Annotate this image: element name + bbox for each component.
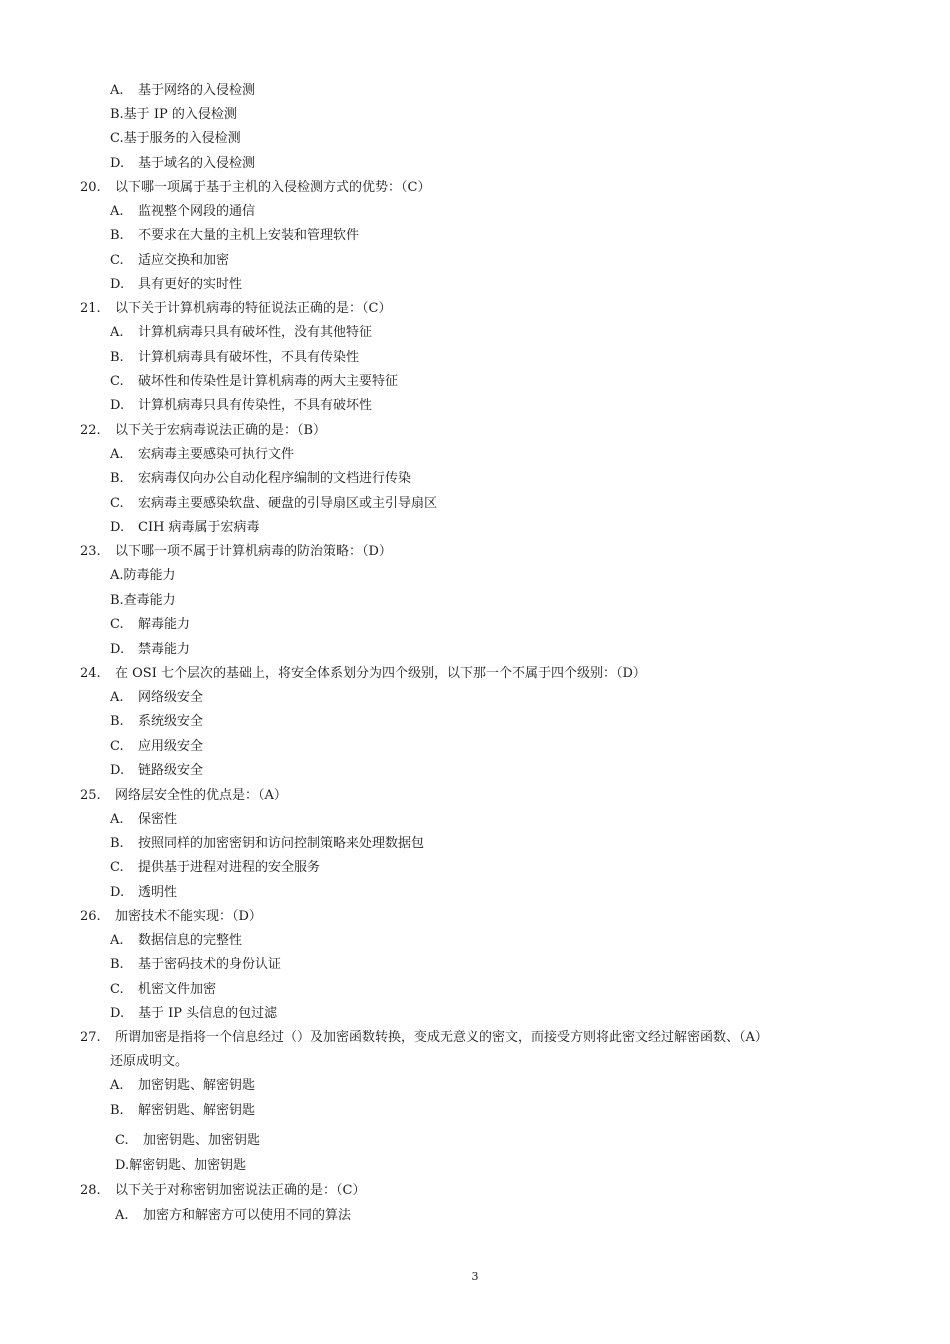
option-letter: B. [110,1103,124,1118]
question-text: 以下关于宏病毒说法正确的是：（B） [115,423,327,438]
option-text: 基于域名的入侵检测 [138,156,256,171]
question-line [80,1183,365,1199]
question-number: 27. [80,1030,101,1045]
option-text: 计算机病毒只具有破坏性，没有其他特征 [138,325,373,340]
option-letter: A. [110,204,124,219]
question-text: 所谓加密是指将一个信息经过（）及加密函数转换，变成无意义的密文，而接受方则将此密文经过解密函数、（A） [115,1030,768,1045]
option-line [110,860,320,876]
option-line [110,690,203,706]
option-line [110,156,255,172]
option-line [110,350,359,366]
question-line [80,909,262,925]
option-line [110,885,177,901]
option-line [110,1006,277,1022]
option-line [115,1133,260,1149]
question-text: 在 OSI 七个层次的基础上，将安全体系划分为四个级别，以下那一个不属于四个级别：（D） [115,666,646,681]
option-letter: D. [110,520,125,535]
option-line [115,1208,351,1224]
option-text: 宏病毒主要感染软盘、硬盘的引导扇区或主引导扇区 [138,496,438,511]
question-number: 24. [80,666,101,681]
question-text: 以下哪一项不属于计算机病毒的防治策略：（D） [115,544,392,559]
option-line [110,642,190,658]
option-text: 解密钥匙、解密钥匙 [138,1103,256,1118]
option-letter: A. [110,83,124,98]
question-number: 23. [80,544,101,559]
option-text: 宏病毒主要感染可执行文件 [138,447,295,462]
text-line: D.解密钥匙、加密钥匙 [115,1158,247,1173]
question-number: 22. [80,423,101,438]
option-letter: D. [110,642,125,657]
option-text: 解毒能力 [138,617,191,632]
option-text: 不要求在大量的主机上安装和管理软件 [138,228,360,243]
option-text: 应用级安全 [138,739,204,754]
option-text: 计算机病毒具有破坏性，不具有传染性 [138,350,360,365]
option-line [110,83,255,99]
option-letter: C. [110,860,124,875]
option-letter: D. [110,277,125,292]
option-letter: D. [110,885,125,900]
question-text: 加密技术不能实现：（D） [115,909,262,924]
option-line [110,447,294,463]
option-letter: B. [110,350,124,365]
option-line [110,398,372,414]
option-text: 系统级安全 [138,714,204,729]
question-line [80,544,392,560]
option-line [110,617,190,633]
page-number: 3 [471,1270,479,1283]
option-letter: A. [110,933,124,948]
option-letter: B. [110,471,124,486]
question-line [80,1030,768,1046]
option-letter: A. [110,812,124,827]
option-letter: C. [110,739,124,754]
question-line [80,788,287,804]
option-text: 禁毒能力 [138,642,191,657]
option-text: 数据信息的完整性 [138,933,243,948]
question-text: 以下关于对称密钥加密说法正确的是：（C） [115,1183,366,1198]
option-line [110,763,203,779]
text-line: B.查毒能力 [110,593,176,608]
question-line [80,301,391,317]
option-letter: B. [110,714,124,729]
option-line [110,277,242,293]
option-line [110,739,203,755]
option-text: 基于网络的入侵检测 [138,83,256,98]
option-text: 提供基于进程对进程的安全服务 [138,860,321,875]
option-line [110,1078,255,1094]
option-text: 网络级安全 [138,690,204,705]
question-number: 20. [80,180,101,195]
question-text: 以下关于计算机病毒的特征说法正确的是：（C） [115,301,392,316]
option-letter: C. [110,253,124,268]
question-line [80,180,430,196]
option-line [110,714,203,730]
text-line: 还原成明文。 [110,1054,189,1069]
option-line [110,1103,255,1119]
option-line [110,374,398,390]
question-text: 以下哪一项属于基于主机的入侵检测方式的优势：（C） [115,180,431,195]
option-letter: C. [110,982,124,997]
option-text: 机密文件加密 [138,982,217,997]
option-line [110,836,424,852]
option-line [110,957,281,973]
option-letter: A. [110,325,124,340]
option-letter: B. [110,957,124,972]
option-text: CIH 病毒属于宏病毒 [138,520,260,535]
option-letter: D. [110,156,125,171]
question-text: 网络层安全性的优点是：（A） [115,788,287,803]
option-text: 基于 IP 头信息的包过滤 [138,1006,278,1021]
option-line [110,325,372,341]
question-number: 21. [80,301,101,316]
option-letter: A. [110,1078,124,1093]
option-text: 破坏性和传染性是计算机病毒的两大主要特征 [138,374,399,389]
option-line [110,496,437,512]
option-line [110,204,255,220]
option-letter: C. [110,617,124,632]
text-line: B.基于 IP 的入侵检测 [110,107,237,122]
option-text: 按照同样的加密密钥和访问控制策略来处理数据包 [138,836,425,851]
option-text: 加密钥匙、加密钥匙 [143,1133,261,1148]
option-line [110,520,260,536]
option-letter: B. [110,836,124,851]
option-letter: A. [110,447,124,462]
option-line [110,253,229,269]
option-line [110,812,177,828]
option-letter: D. [110,1006,125,1021]
option-line [110,471,411,487]
option-letter: B. [110,228,124,243]
option-line [110,228,359,244]
option-text: 适应交换和加密 [138,253,230,268]
option-text: 透明性 [138,885,178,900]
option-text: 宏病毒仅向办公自动化程序编制的文档进行传染 [138,471,412,486]
option-line [110,982,216,998]
option-text: 计算机病毒只具有传染性，不具有破坏性 [138,398,373,413]
option-line [110,933,242,949]
question-number: 26. [80,909,101,924]
option-text: 保密性 [138,812,178,827]
question-line [80,423,326,439]
option-text: 具有更好的实时性 [138,277,243,292]
question-number: 28. [80,1183,101,1198]
option-letter: C. [110,374,124,389]
option-letter: C. [115,1133,129,1148]
option-letter: C. [110,496,124,511]
option-letter: D. [110,763,125,778]
question-number: 25. [80,788,101,803]
text-line: A.防毒能力 [110,568,176,583]
option-letter: A. [115,1208,129,1223]
option-text: 基于密码技术的身份认证 [138,957,282,972]
question-line [80,666,646,682]
option-letter: D. [110,398,125,413]
option-text: 链路级安全 [138,763,204,778]
option-letter: A. [110,690,124,705]
text-line: C.基于服务的入侵检测 [110,131,241,146]
option-text: 加密方和解密方可以使用不同的算法 [143,1208,352,1223]
option-text: 监视整个网段的通信 [138,204,256,219]
option-text: 加密钥匙、解密钥匙 [138,1078,256,1093]
